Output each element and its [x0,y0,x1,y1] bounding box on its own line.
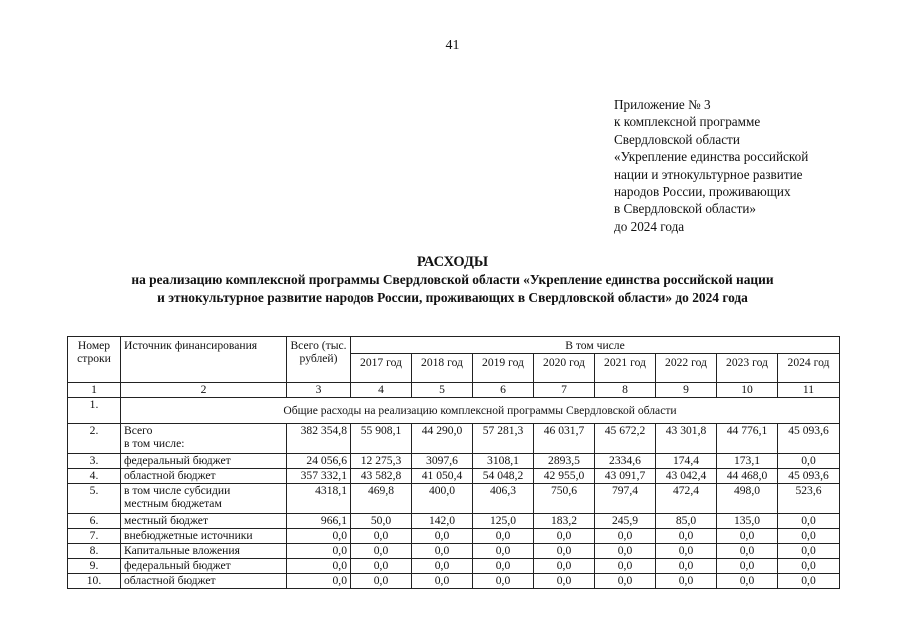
row-total-value: 0,0 [287,559,351,574]
row-year-value: 12 275,3 [351,454,412,469]
row-year-value: 46 031,7 [534,424,595,454]
header-total: Всего (тыс. рублей) [287,337,351,383]
row-year-value: 54 048,2 [473,469,534,484]
row-total-value: 357 332,1 [287,469,351,484]
appendix-line: нации и этнокультурное развитие [614,166,803,182]
row-year-value: 0,0 [595,574,656,589]
row-year-value: 135,0 [717,514,778,529]
row-year-value: 2893,5 [534,454,595,469]
row-year-value: 43 091,7 [595,469,656,484]
row-total-value: 0,0 [287,574,351,589]
row-number: 4. [68,469,121,484]
row-year-value: 2334,6 [595,454,656,469]
row-year-value: 57 281,3 [473,424,534,454]
section-row-number: 1. [68,398,121,424]
row-year-value: 45 672,2 [595,424,656,454]
appendix-line: к комплексной программе [614,114,761,130]
row-source: внебюджетные источники [121,529,287,544]
column-number: 4 [351,383,412,398]
page-number: 41 [445,38,460,53]
row-year-value: 142,0 [412,514,473,529]
row-year-value: 245,9 [595,514,656,529]
appendix-line: народов России, проживающих [614,184,791,200]
appendix-line: Приложение № 3 [614,97,711,112]
row-year-value: 750,6 [534,484,595,514]
row-year-value: 42 955,0 [534,469,595,484]
row-total-value: 966,1 [287,514,351,529]
row-year-value: 55 908,1 [351,424,412,454]
table-row [68,544,840,559]
row-number: 8. [68,544,121,559]
row-source: областной бюджет [121,469,287,484]
row-year-value: 0,0 [412,544,473,559]
row-year-value: 50,0 [351,514,412,529]
header-year: 2019 год [473,354,534,383]
column-number: 7 [534,383,595,398]
row-year-value: 0,0 [656,559,717,574]
header-year: 2024 год [778,354,840,383]
row-total-value: 382 354,8 [287,424,351,454]
row-year-value: 0,0 [778,529,840,544]
row-year-value: 0,0 [534,574,595,589]
column-number: 11 [778,383,840,398]
row-number: 7. [68,529,121,544]
appendix-line: в Свердловской области» [614,201,756,217]
row-year-value: 45 093,6 [778,424,840,454]
row-year-value: 45 093,6 [778,469,840,484]
column-number: 6 [473,383,534,398]
header-including: В том числе [351,337,840,354]
header-year: 2022 год [656,354,717,383]
row-number: 2. [68,424,121,454]
row-year-value: 469,8 [351,484,412,514]
row-year-value: 0,0 [778,544,840,559]
row-year-value: 0,0 [778,454,840,469]
table-row [68,574,840,589]
table-row [68,514,840,529]
row-year-value: 0,0 [717,559,778,574]
table-row [68,484,840,514]
row-year-value: 125,0 [473,514,534,529]
row-year-value: 0,0 [717,574,778,589]
column-number: 2 [121,383,287,398]
row-year-value: 0,0 [778,514,840,529]
row-number: 9. [68,559,121,574]
row-year-value: 3097,6 [412,454,473,469]
row-year-value: 44 290,0 [412,424,473,454]
header-year: 2020 год [534,354,595,383]
row-year-value: 0,0 [473,574,534,589]
header-year: 2018 год [412,354,473,383]
document-title: РАСХОДЫ [416,254,489,270]
row-source: местный бюджет [121,514,287,529]
row-year-value: 0,0 [717,544,778,559]
header-source: Источник финансирования [121,337,287,383]
row-year-value: 0,0 [351,529,412,544]
row-year-value: 0,0 [412,559,473,574]
row-source: областной бюджет [121,574,287,589]
row-number: 6. [68,514,121,529]
column-number: 10 [717,383,778,398]
column-number: 8 [595,383,656,398]
row-source: в том числе субсидии местным бюджетам [121,484,287,514]
row-year-value: 400,0 [412,484,473,514]
row-year-value: 0,0 [534,559,595,574]
row-year-value: 174,4 [656,454,717,469]
row-year-value: 44 776,1 [717,424,778,454]
row-year-value: 472,4 [656,484,717,514]
row-year-value: 0,0 [778,574,840,589]
header-year: 2023 год [717,354,778,383]
header-row-number: Номер строки [68,337,121,383]
row-year-value: 85,0 [656,514,717,529]
row-year-value: 523,6 [778,484,840,514]
header-year: 2021 год [595,354,656,383]
appendix-line: Свердловской области [614,131,740,147]
section-title: Общие расходы на реализацию комплексной программы Свердловской области [121,398,840,424]
appendix-block [614,96,808,235]
row-year-value: 0,0 [595,529,656,544]
row-year-value: 0,0 [656,544,717,559]
column-number: 9 [656,383,717,398]
expenses-table [67,336,840,589]
row-year-value: 43 042,4 [656,469,717,484]
row-total-value: 0,0 [287,544,351,559]
row-year-value: 0,0 [656,574,717,589]
row-year-value: 0,0 [717,529,778,544]
subtitle-line: на реализацию комплексной программы Свердловской области «Укрепление единства российской нации [131,272,774,287]
row-total-value: 24 056,6 [287,454,351,469]
row-year-value: 44 468,0 [717,469,778,484]
row-year-value: 0,0 [778,559,840,574]
header-year: 2017 год [351,354,412,383]
row-year-value: 0,0 [595,559,656,574]
row-year-value: 797,4 [595,484,656,514]
column-number: 5 [412,383,473,398]
row-year-value: 183,2 [534,514,595,529]
row-year-value: 0,0 [412,574,473,589]
document-subtitle [0,271,905,307]
row-year-value: 0,0 [656,529,717,544]
row-year-value: 43 301,8 [656,424,717,454]
table-row [68,454,840,469]
row-number: 10. [68,574,121,589]
row-year-value: 498,0 [717,484,778,514]
table-row [68,559,840,574]
row-year-value: 41 050,4 [412,469,473,484]
column-number: 3 [287,383,351,398]
row-number: 3. [68,454,121,469]
row-source: федеральный бюджет [121,559,287,574]
appendix-line: до 2024 года [614,218,685,234]
row-year-value: 0,0 [351,544,412,559]
row-source: Всего в том числе: [121,424,287,454]
row-year-value: 0,0 [473,559,534,574]
row-year-value: 43 582,8 [351,469,412,484]
row-year-value: 0,0 [595,544,656,559]
appendix-line: «Укрепление единства российской [614,149,809,165]
row-source: Капитальные вложения [121,544,287,559]
row-source: федеральный бюджет [121,454,287,469]
table-row [68,424,840,454]
row-year-value: 0,0 [534,529,595,544]
table-row [68,529,840,544]
row-year-value: 0,0 [473,529,534,544]
row-total-value: 0,0 [287,529,351,544]
row-total-value: 4318,1 [287,484,351,514]
table-row [68,469,840,484]
row-year-value: 173,1 [717,454,778,469]
row-year-value: 0,0 [412,529,473,544]
row-year-value: 0,0 [351,574,412,589]
column-number: 1 [68,383,121,398]
row-year-value: 0,0 [534,544,595,559]
row-year-value: 3108,1 [473,454,534,469]
subtitle-line: и этнокультурное развитие народов России, проживающих в Свердловской области» до 2024 года [157,290,748,305]
row-year-value: 0,0 [351,559,412,574]
row-number: 5. [68,484,121,514]
row-year-value: 406,3 [473,484,534,514]
row-year-value: 0,0 [473,544,534,559]
